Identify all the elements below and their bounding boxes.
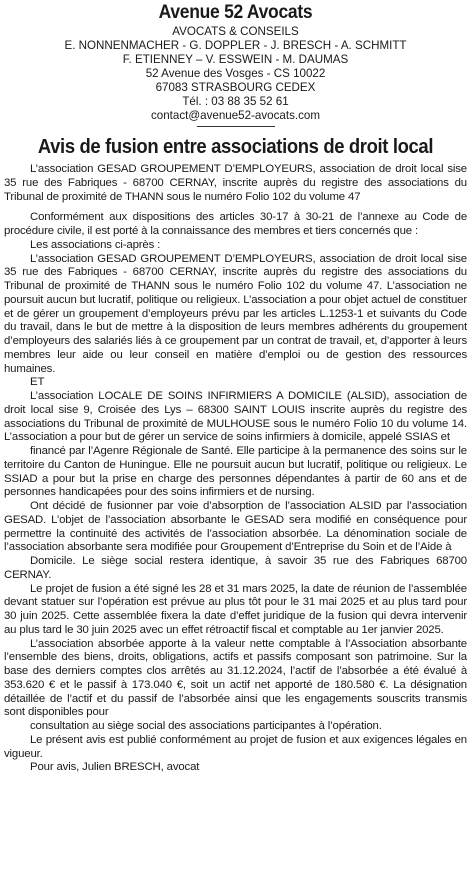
paragraph-absorbing-association: L’association GESAD GROUPEMENT D’EMPLOYEURS, association de droit local sise 35 rue des Fabriques - 68700 CERNAY, inscrite auprès du registre des associations du Tribunal de proximité de THANN sous le numéro Folio 102 du volume 47	[4, 163, 467, 203]
notice-body	[4, 163, 467, 775]
address-line-2: 67083 STRASBOURG CEDEX	[155, 81, 316, 94]
signature-line: Pour avis, Julien BRESCH, avocat	[30, 761, 200, 774]
notice-title: Avis de fusion entre associations de droit local	[37, 135, 434, 158]
partners-line-2: F. ETIENNEY – V. ESSWEIN - M. DAUMAS	[122, 53, 349, 66]
paragraph-merger-decision: Ont décidé de fusionner par voie d’absorption de l’association ALSID par l’association GESAD. L’objet de l’association absorbante le GESAD sera modifié en conséquence pour permettre la continuité des activités de l’association absorbée. La dénomination sociale de l’association absorbante sera modifiée pour Groupement d’Entreprise du Soin et de l’Aide à	[4, 500, 467, 554]
paragraph-asset-contribution: L’association absorbée apporte à la valeur nette comptable à l’Association absorbante l’ensemble des biens, droits, obligations, actifs et passifs composant son patrimoine. Sur la base des derniers comptes clos arrêtés au 31.12.2024, l’actif de l’absorbée a été évalué à 353.620 € et le passif à 173.040 €, soit un actif net apporté de 180.580 €. La désignation détaillée de l’actif et du passif de l’absorbée ainsi que les engagements souscrits transmis sont disponibles pour	[4, 637, 467, 719]
paragraph-legal-basis: Conformément aux dispositions des articles 30-17 à 30-21 de l’annexe au Code de procédure civile, il est porté à la connaissance des membres et tiers concernés que :	[4, 211, 467, 237]
firm-subtitle: AVOCATS & CONSEILS	[172, 25, 299, 38]
paragraph-consultation: consultation au siège social des associations participantes à l’opération.	[30, 720, 382, 732]
paragraph-et: ET	[30, 376, 45, 389]
paragraph-publication: Le présent avis est publié conformément au projet de fusion et aux exigences légales en vigueur.	[4, 733, 467, 760]
paragraph-merger-timeline: Le projet de fusion a été signé les 28 et 31 mars 2025, la date de réunion de l’assemblée devant statuer sur l’opération est prévue au plus tôt pour le 31 mai 2025 et au plus tard pour 30 juin 2025. Cette assemblée fixera la date d’effet juridique de la fusion qui devra intervenir au plus tard le 30 juin 2025 avec un effet rétroactif fiscal et comptable au 1er janvier 2025.	[4, 582, 467, 636]
header-divider	[197, 126, 275, 127]
paragraph-registered-office: Domicile. Le siège social restera identique, à savoir 35 rue des Fabriques 68700 CERNAY.	[4, 555, 467, 581]
partners-line-1: E. NONNENMACHER - G. DOPPLER - J. BRESCH - A. SCHMITT	[64, 39, 407, 52]
paragraph-associations-intro: Les associations ci-après :	[30, 238, 161, 251]
law-firm-header	[4, 2, 467, 127]
address-line-1: 52 Avenue des Vosges - CS 10022	[145, 67, 326, 80]
firm-name: Avenue 52 Avocats	[158, 2, 313, 23]
email-address: contact@avenue52-avocats.com	[150, 109, 321, 122]
paragraph-alsid-funding: financé par l’Agenre Régionale de Santé. Elle participe à la permanence des soins sur le territoire du Canton de Huningue. Elle ne poursuit aucun but lucratif, politique ou religieux. Le SSIAD a pour but la prise en charge des personnes dépendantes à partir de 60 ans et de personnes handicapées pour des soins infirmiers et de nursing.	[4, 445, 467, 499]
paragraph-gesad-description: L’association GESAD GROUPEMENT D’EMPLOYEURS, association de droit local sise 35 rue des Fabriques - 68700 CERNAY, inscrite auprès du registre des associations du Tribunal de proximité de THANN sous le numéro Folio 102 du volume 47. L’association ne poursuit aucun but lucratif, politique ou religieux. L’association a pour objet actuel de constituer et de gérer un groupement d’employeurs prévu par les articles L.1253-1 et suivants du Code du travail, dans le but de mettre à la disposition de leurs membres adhérents du groupement d’employeurs des salariés liés à ce groupement par un contrat de travail, et, d’apporter à leurs membres leur aide ou leur conseil en matière d’emploi ou de gestion des ressources humaines.	[4, 252, 467, 375]
phone-number: Tél. : 03 88 35 52 61	[182, 95, 289, 108]
paragraph-alsid-description: L’association LOCALE DE SOINS INFIRMIERS A DOMICILE (ALSID), association de droit local sise 9, Croisée des Lys – 68300 SAINT LOUIS inscrite auprès du registre des associations du Tribunal de proximité de MULHOUSE sous le numéro Folio 10 du volume 14. L’association a pour but de gérer un service de soins infirmiers à domicile, appelé SSIAS et	[4, 390, 467, 444]
